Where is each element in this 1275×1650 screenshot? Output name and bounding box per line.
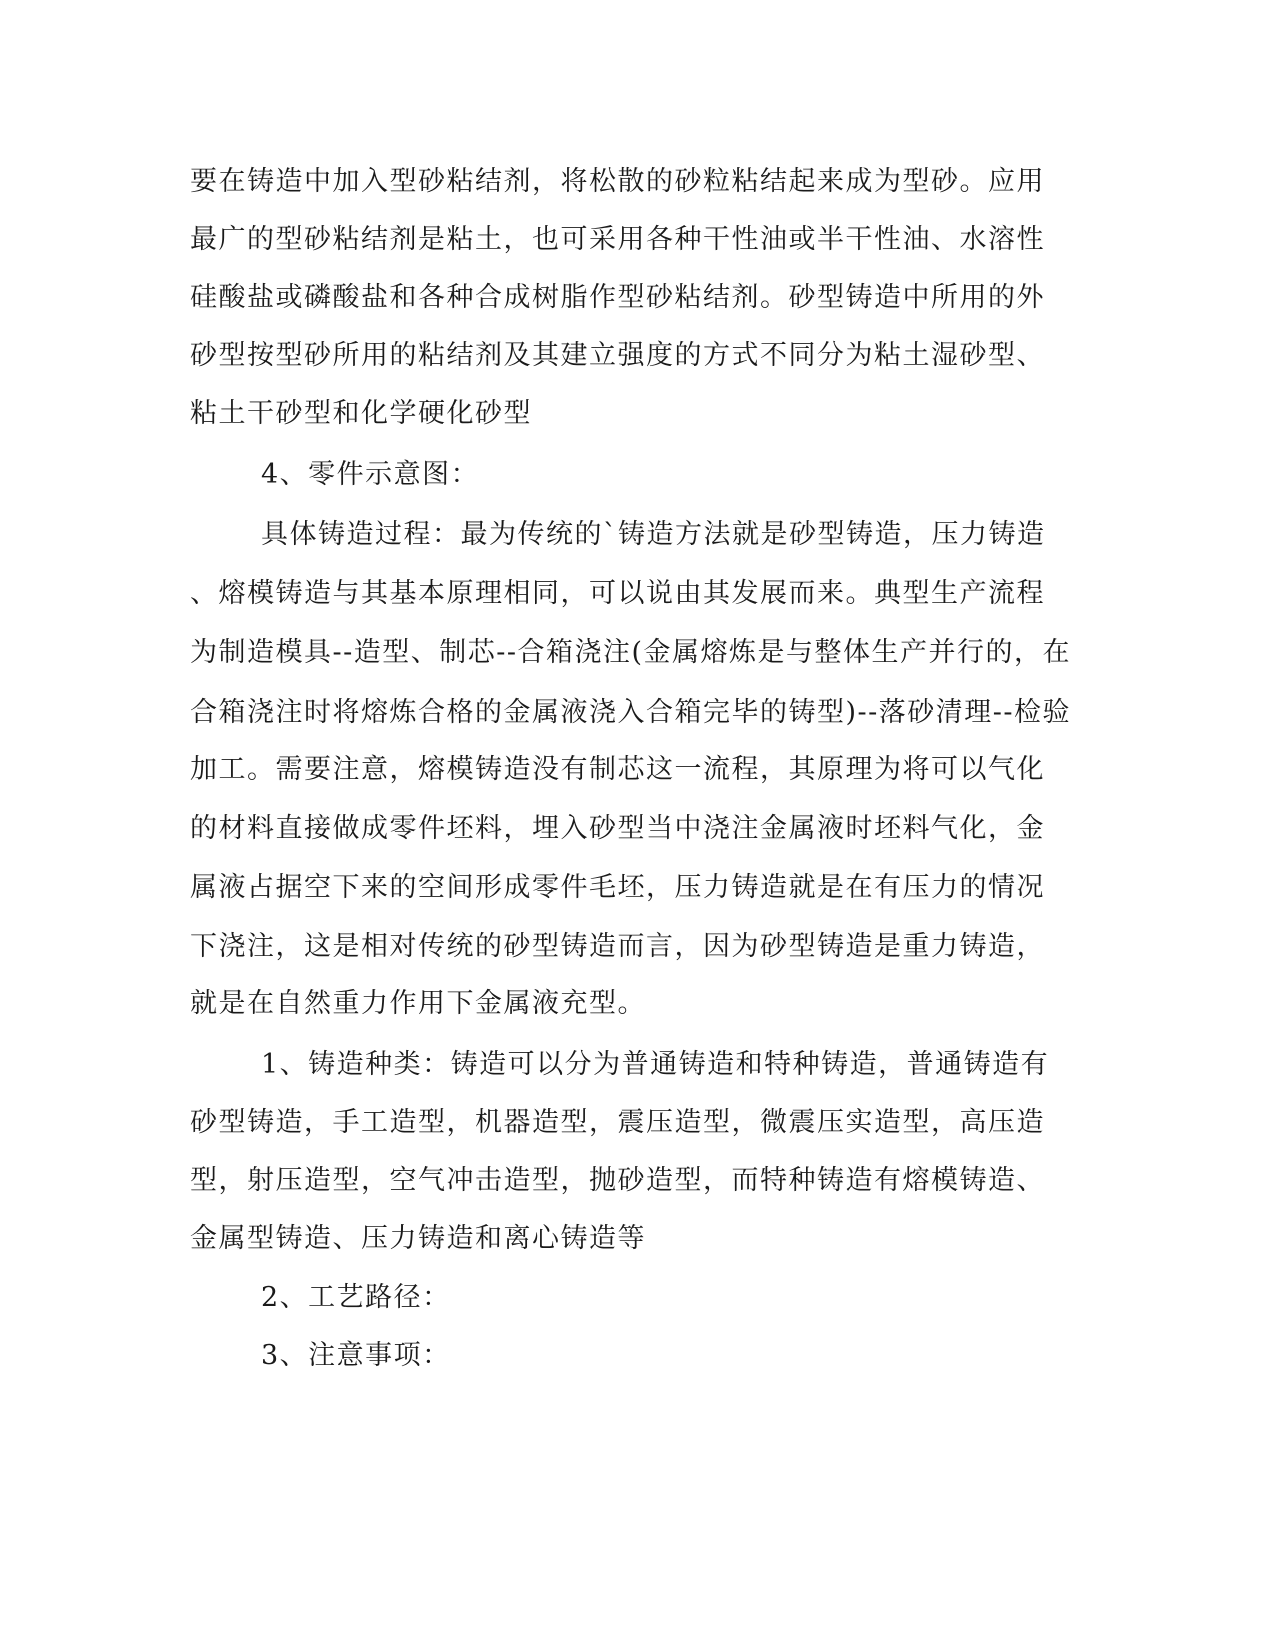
paragraph-line: 、熔模铸造与其基本原理相同，可以说由其发展而来。典型生产流程: [190, 578, 1045, 609]
section-heading: 4、零件示意图：: [261, 459, 480, 490]
section-heading: 3、注意事项：: [261, 1340, 451, 1371]
paragraph-line: 砂型按型砂所用的粘结剂及其建立强度的方式不同分为粘土湿砂型、: [190, 340, 1045, 371]
paragraph-line: 粘土干砂型和化学硬化砂型: [190, 398, 532, 429]
paragraph-line: 加工。需要注意，熔模铸造没有制芯这一流程，其原理为将可以气化: [190, 754, 1045, 785]
paragraph-line: 1、铸造种类：铸造可以分为普通铸造和特种铸造，普通铸造有: [261, 1049, 1050, 1080]
paragraph-line: 最广的型砂粘结剂是粘土，也可采用各种干性油或半干性油、水溶性: [190, 224, 1045, 255]
paragraph-line: 属液占据空下来的空间形成零件毛坯，压力铸造就是在有压力的情况: [190, 872, 1045, 903]
paragraph-line: 就是在自然重力作用下金属液充型。: [190, 988, 646, 1019]
paragraph-line: 金属型铸造、压力铸造和离心铸造等: [190, 1223, 646, 1254]
paragraph-line: 的材料直接做成零件坯料，埋入砂型当中浇注金属液时坯料气化，金: [190, 813, 1045, 844]
section-heading: 2、工艺路径：: [261, 1282, 451, 1313]
paragraph-line: 砂型铸造，手工造型，机器造型，震压造型，微震压实造型，高压造: [190, 1107, 1045, 1138]
paragraph-line: 型，射压造型，空气冲击造型，抛砂造型，而特种铸造有熔模铸造、: [190, 1165, 1045, 1196]
paragraph-line: 具体铸造过程：最为传统的`铸造方法就是砂型铸造，压力铸造: [261, 519, 1046, 550]
paragraph-line: 合箱浇注时将熔炼合格的金属液浇入合箱完毕的铸型)--落砂清理--检验: [190, 697, 1072, 728]
paragraph-line: 要在铸造中加入型砂粘结剂，将松散的砂粒粘结起来成为型砂。应用: [190, 166, 1045, 197]
paragraph-line: 下浇注，这是相对传统的砂型铸造而言，因为砂型铸造是重力铸造，: [190, 931, 1045, 962]
paragraph-line: 硅酸盐或磷酸盐和各种合成树脂作型砂粘结剂。砂型铸造中所用的外: [190, 282, 1045, 313]
paragraph-line: 为制造模具--造型、制芯--合箱浇注(金属熔炼是与整体生产并行的，在: [190, 637, 1072, 668]
